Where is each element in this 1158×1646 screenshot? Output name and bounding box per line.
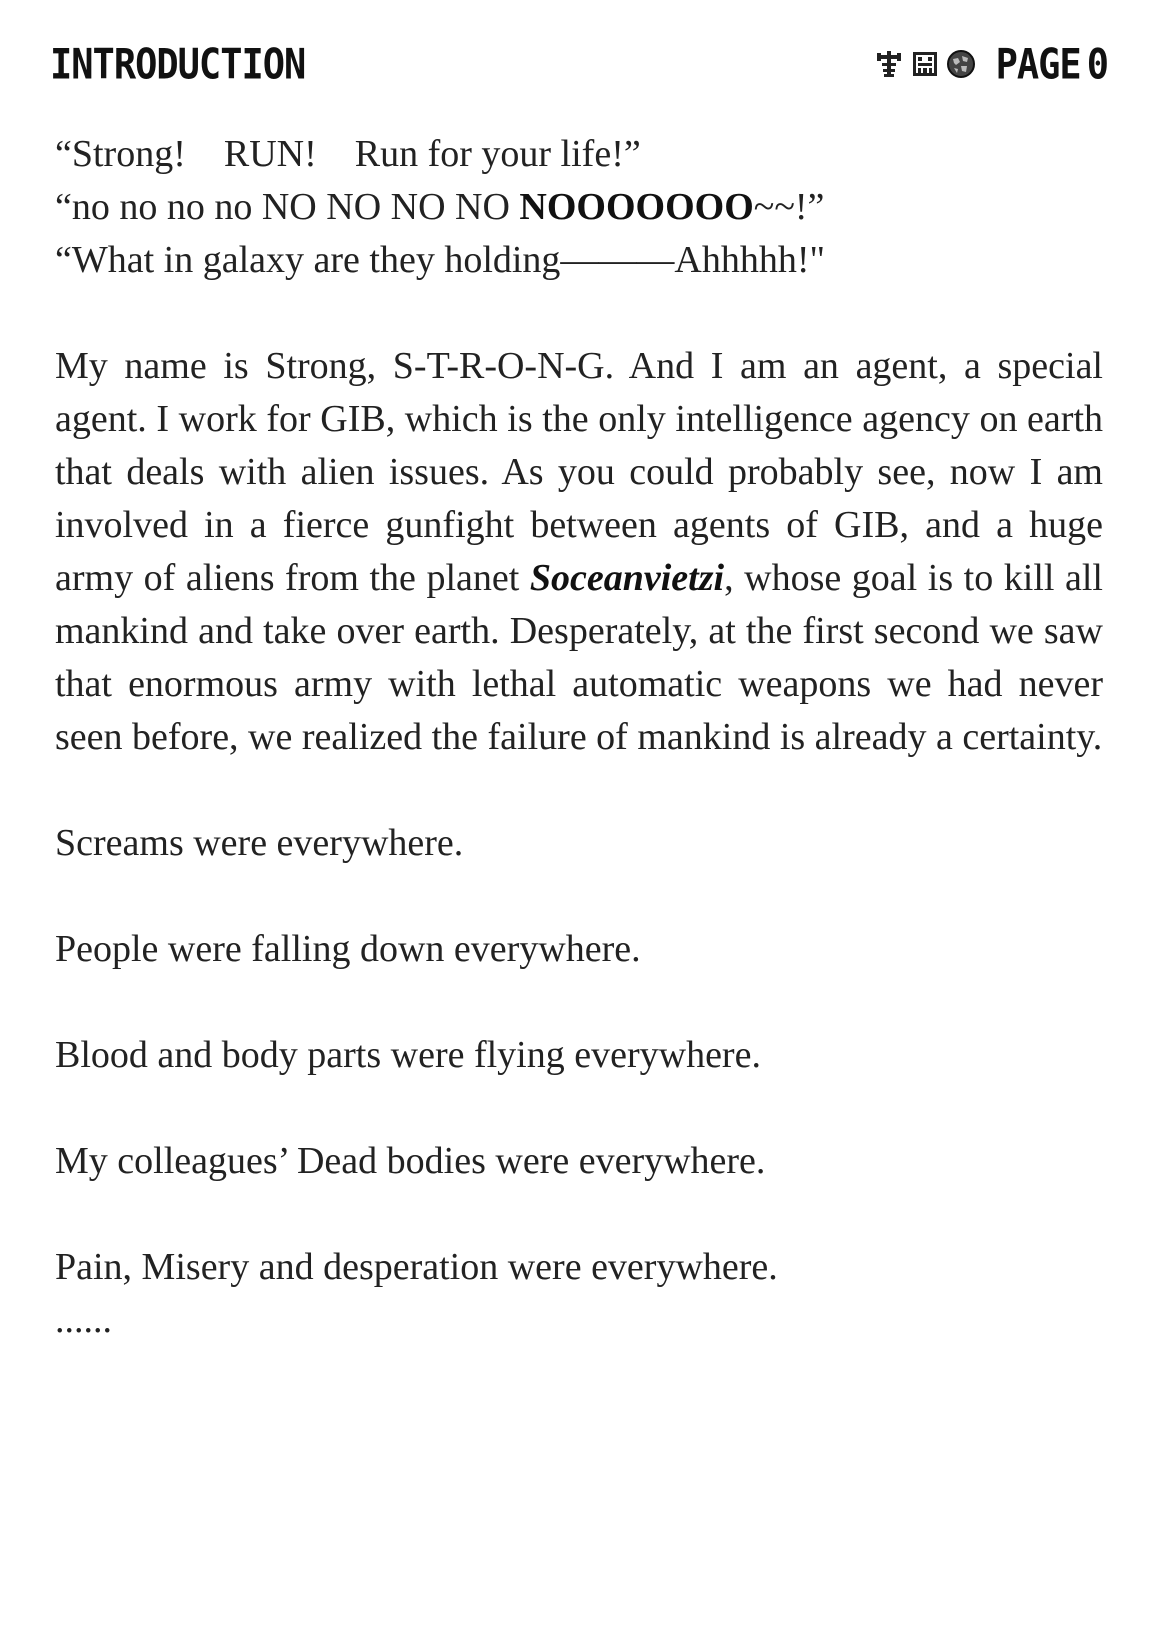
spacer — [55, 870, 1103, 923]
intro-paragraph — [55, 340, 1103, 764]
dialogue-line-2-start: “no no no no NO NO NO NO — [55, 186, 520, 228]
spacer — [55, 1082, 1103, 1135]
dialogue-line-1: “Strong! RUN! Run for your life!” — [55, 133, 641, 175]
spacer — [55, 287, 1103, 340]
intro-paragraph-end: , whose goal is to kill all mankind and take over earth. Desperately, at the first second we saw that enormous army with lethal automatic weapons we had never seen before, we realized the failure of mankind is already a certainty. — [55, 557, 1103, 758]
narrative-line-2: People were falling down everywhere. — [55, 928, 641, 970]
spacer — [55, 1188, 1103, 1241]
planet-name: Soceanvietzi — [529, 557, 725, 599]
narrative-line-5: Pain, Misery and desperation were everywhere. — [55, 1246, 778, 1288]
alien-invader-icon — [910, 49, 940, 79]
dialogue-line-2-end: ~~!” — [753, 186, 825, 228]
spacer — [55, 764, 1103, 817]
page-label: PAGE — [995, 39, 1081, 89]
globe-icon — [946, 49, 976, 79]
dialogue-line-3: “What in galaxy are they holding———Ahhhhh!" — [55, 239, 826, 281]
ellipsis: ...... — [55, 1299, 112, 1341]
intro-paragraph-start: My name is Strong, S-T-R-O-N-G. And I am an agent, a special agent. I work for GIB, which is the only intelligence agency on earth that deals with alien issues. As you could probably see, now I am involved in a fierce gunfight between agents of GIB, and a huge army of aliens from the planet — [55, 345, 1103, 599]
spacer — [55, 976, 1103, 1029]
page-body — [55, 128, 1103, 1347]
totem-icon — [874, 49, 904, 79]
chapter-title: INTRODUCTION — [50, 39, 306, 89]
narrative-line-3: Blood and body parts were flying everywhere. — [55, 1034, 761, 1076]
header-right — [874, 39, 1108, 89]
narrative-line-1: Screams were everywhere. — [55, 822, 464, 864]
dialogue-scream: NOOOOOOO — [519, 186, 754, 228]
page-indicator — [996, 40, 1108, 88]
narrative-line-4: My colleagues’ Dead bodies were everywhere. — [55, 1140, 766, 1182]
page-header — [50, 38, 1108, 90]
dialogue-line-2 — [55, 181, 1103, 234]
page-number: 0 — [1086, 39, 1108, 89]
